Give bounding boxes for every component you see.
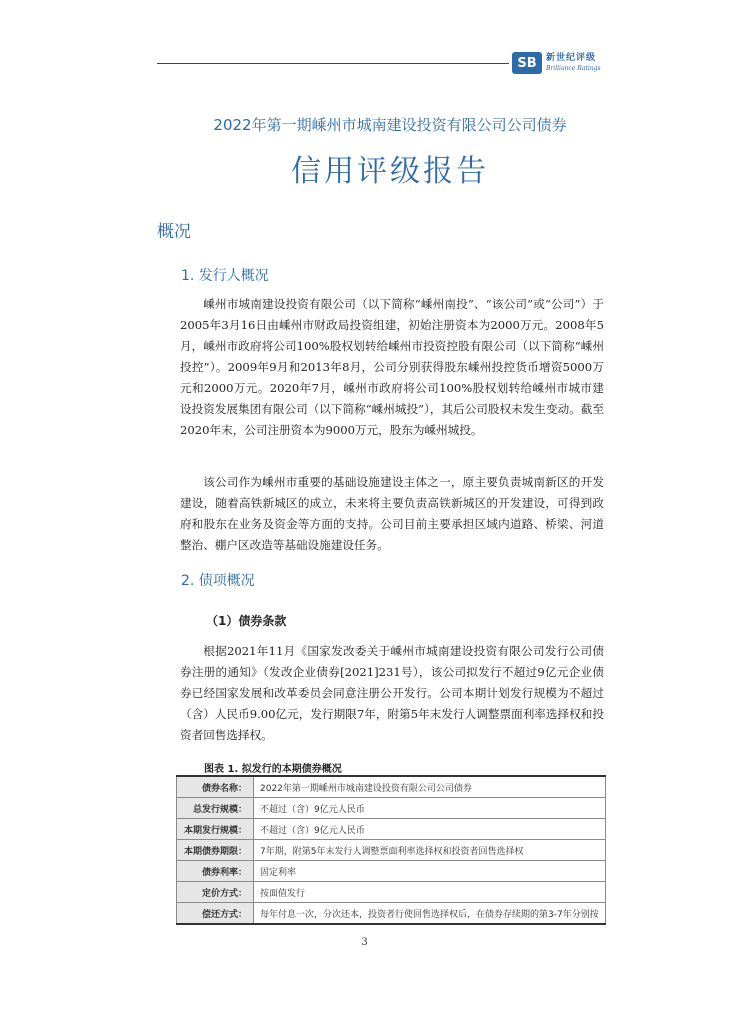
section-heading: 概况 <box>157 222 191 242</box>
row-label: 本期债券期限： <box>177 840 254 861</box>
row-label: 定价方式： <box>177 882 254 903</box>
paragraph-issuer-role: 该公司作为嵊州市重要的基础设施建设主体之一，原主要负责城南新区的开发建设，随着高铁新城区的成立，未来将主要负责高铁新城区的开发建设，可得到政府和股东在业务及资金等方面的支持。公司目前主要承担区域内道路、桥梁、河道整治、棚户区改造等基础设施建设任务。 <box>180 475 604 552</box>
table-row <box>177 776 606 798</box>
brand-logo <box>512 52 601 74</box>
logo-cn: 新世纪评级 <box>546 53 597 63</box>
subsection-heading-bond: 2. 债项概况 <box>181 573 255 589</box>
document-subtitle: 信用评级报告 <box>291 154 489 189</box>
page-number: 3 <box>361 937 368 948</box>
paragraph-bond-terms: 根据2021年11月《国家发改委关于嵊州市城南建设投资有限公司发行公司债券注册的通知》（发改企业债券[2021]231号），该公司拟发行不超过9亿元企业债券已经国家发展和改革委员会同意注册公开发行。公司本期计划发行规模为不超过（含）人民币9.00亿元，发行期限7年，附第5年末发行人调整票面利率选择权和投资者回售选择权。 <box>180 644 604 742</box>
header-rule <box>157 63 509 64</box>
row-value: 不超过（含）9亿元人民币 <box>254 798 606 819</box>
document-title: 2022年第一期嵊州市城南建设投资有限公司公司债券 <box>213 116 567 134</box>
table-row <box>177 861 606 882</box>
row-label: 债券名称： <box>177 776 254 798</box>
row-label: 总发行规模： <box>177 798 254 819</box>
paragraph-issuer-history: 嵊州市城南建设投资有限公司（以下简称“嵊州南投”、“该公司”或“公司”）于2005年3月16日由嵊州市财政局投资组建，初始注册资本为2000万元。2008年5月，嵊州市政府将公司100%股权划转给嵊州市投资控股有限公司（以下简称“嵊州投控”）。2009年9月和2013年8月，公司分别获得股东嵊州投控货币增资5000万元和2000万元。2020年7月，嵊州市政府将公司100%股权划转给嵊州市城市建设投资发展集团有限公司（以下简称“嵊州城投”），其后公司股权未发生变动。截至2020年末，公司注册资本为9000万元，股东为嵊州城投。 <box>180 297 604 437</box>
row-label: 债券利率： <box>177 861 254 882</box>
row-value: 7年期，附第5年末发行人调整票面利率选择权和投资者回售选择权 <box>254 840 606 861</box>
row-label: 本期发行规模： <box>177 819 254 840</box>
table-row <box>177 840 606 861</box>
table-row <box>177 882 606 903</box>
table-row <box>177 903 606 925</box>
table-caption: 图表 1. 拟发行的本期债券概况 <box>204 764 342 775</box>
table-row <box>177 819 606 840</box>
logo-en: Brilliance Ratings <box>546 65 601 72</box>
logo-text <box>546 54 601 72</box>
logo-mark-icon: SB <box>512 52 542 74</box>
row-value: 按面值发行 <box>254 882 606 903</box>
table-row <box>177 798 606 819</box>
row-value: 2022年第一期嵊州市城南建设投资有限公司公司债券 <box>254 776 606 798</box>
bond-terms-heading: （1）债券条款 <box>206 614 287 628</box>
row-label: 偿还方式： <box>177 903 254 925</box>
row-value: 不超过（含）9亿元人民币 <box>254 819 606 840</box>
row-value: 每年付息一次，分次还本，投资者行使回售选择权后，在债券存续期的第3-7年分别按 <box>254 903 606 925</box>
row-value: 固定利率 <box>254 861 606 882</box>
subsection-heading-issuer: 1. 发行人概况 <box>181 268 269 284</box>
bond-summary-table <box>176 775 606 925</box>
